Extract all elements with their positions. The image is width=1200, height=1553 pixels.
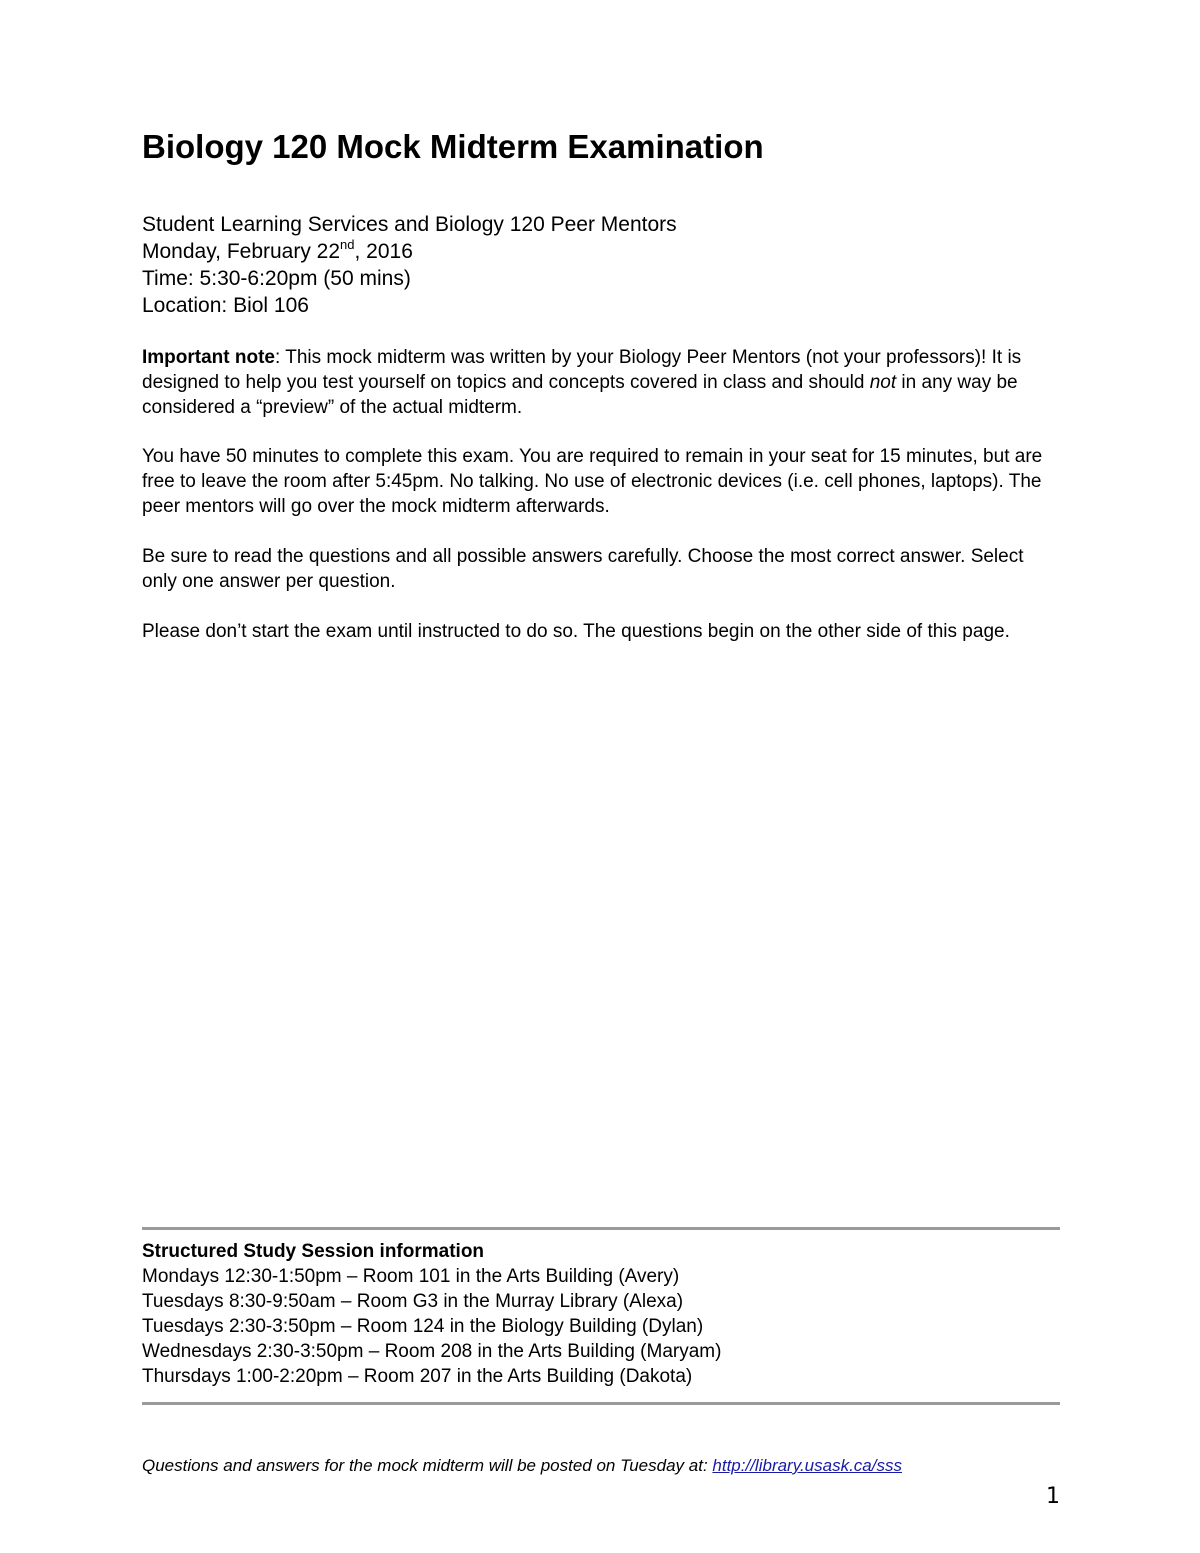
- reading-instructions: Be sure to read the questions and all possible answers carefully. Choose the most correct answer. Select only one answer per question.: [142, 546, 1024, 592]
- exam-info: [142, 211, 677, 319]
- divider-top: [142, 1227, 1060, 1230]
- sss-link[interactable]: http://library.usask.ca/sss: [712, 1456, 902, 1475]
- study-session-item: Thursdays 1:00-2:20pm – Room 207 in the Arts Building (Dakota): [142, 1366, 693, 1387]
- start-instructions: Please don’t start the exam until instructed to do so. The questions begin on the other side of this page.: [142, 621, 1010, 642]
- date-line: [142, 238, 677, 265]
- date-year: , 2016: [354, 240, 413, 263]
- date-text: Monday, February 22: [142, 240, 341, 263]
- study-session-item: Wednesdays 2:30-3:50pm – Room 208 in the Arts Building (Maryam): [142, 1341, 722, 1362]
- footer-note: [142, 1456, 902, 1476]
- important-note: [142, 345, 1062, 420]
- study-session-heading: Structured Study Session information: [142, 1241, 485, 1262]
- time-line: Time: 5:30-6:20pm (50 mins): [142, 267, 411, 290]
- study-session-info: [142, 1239, 721, 1389]
- organizer-line: Student Learning Services and Biology 120 Peer Mentors: [142, 213, 677, 236]
- page-number: 1: [1046, 1484, 1060, 1509]
- important-note-label: Important note: [142, 347, 275, 368]
- important-note-emphasis: not: [869, 372, 897, 393]
- date-ordinal: nd: [340, 237, 355, 252]
- important-note-text-1: : This mock midterm was written by your Biology Peer Mentors (not your professors)! It is designed to help you test yourself on topics and concepts covered in class and should: [142, 347, 1022, 393]
- important-note-text-2: in any way be considered a “preview” of the actual midterm.: [142, 372, 1018, 418]
- study-session-item: Tuesdays 2:30-3:50pm – Room 124 in the Biology Building (Dylan): [142, 1316, 704, 1337]
- divider-bottom: [142, 1402, 1060, 1405]
- document-title: Biology 120 Mock Midterm Examination: [142, 128, 764, 165]
- location-line: Location: Biol 106: [142, 294, 309, 317]
- time-instructions: You have 50 minutes to complete this exam. You are required to remain in your seat for 15 minutes, but are free to leave the room after 5:45pm. No talking. No use of electronic devices (i.e. cell phones, laptops). The peer mentors will go over the mock midterm afterwards.: [142, 446, 1043, 517]
- study-session-item: Tuesdays 8:30-9:50am – Room G3 in the Murray Library (Alexa): [142, 1291, 684, 1312]
- study-session-item: Mondays 12:30-1:50pm – Room 101 in the Arts Building (Avery): [142, 1266, 680, 1287]
- footer-note-text: Questions and answers for the mock midterm will be posted on Tuesday at:: [142, 1456, 713, 1475]
